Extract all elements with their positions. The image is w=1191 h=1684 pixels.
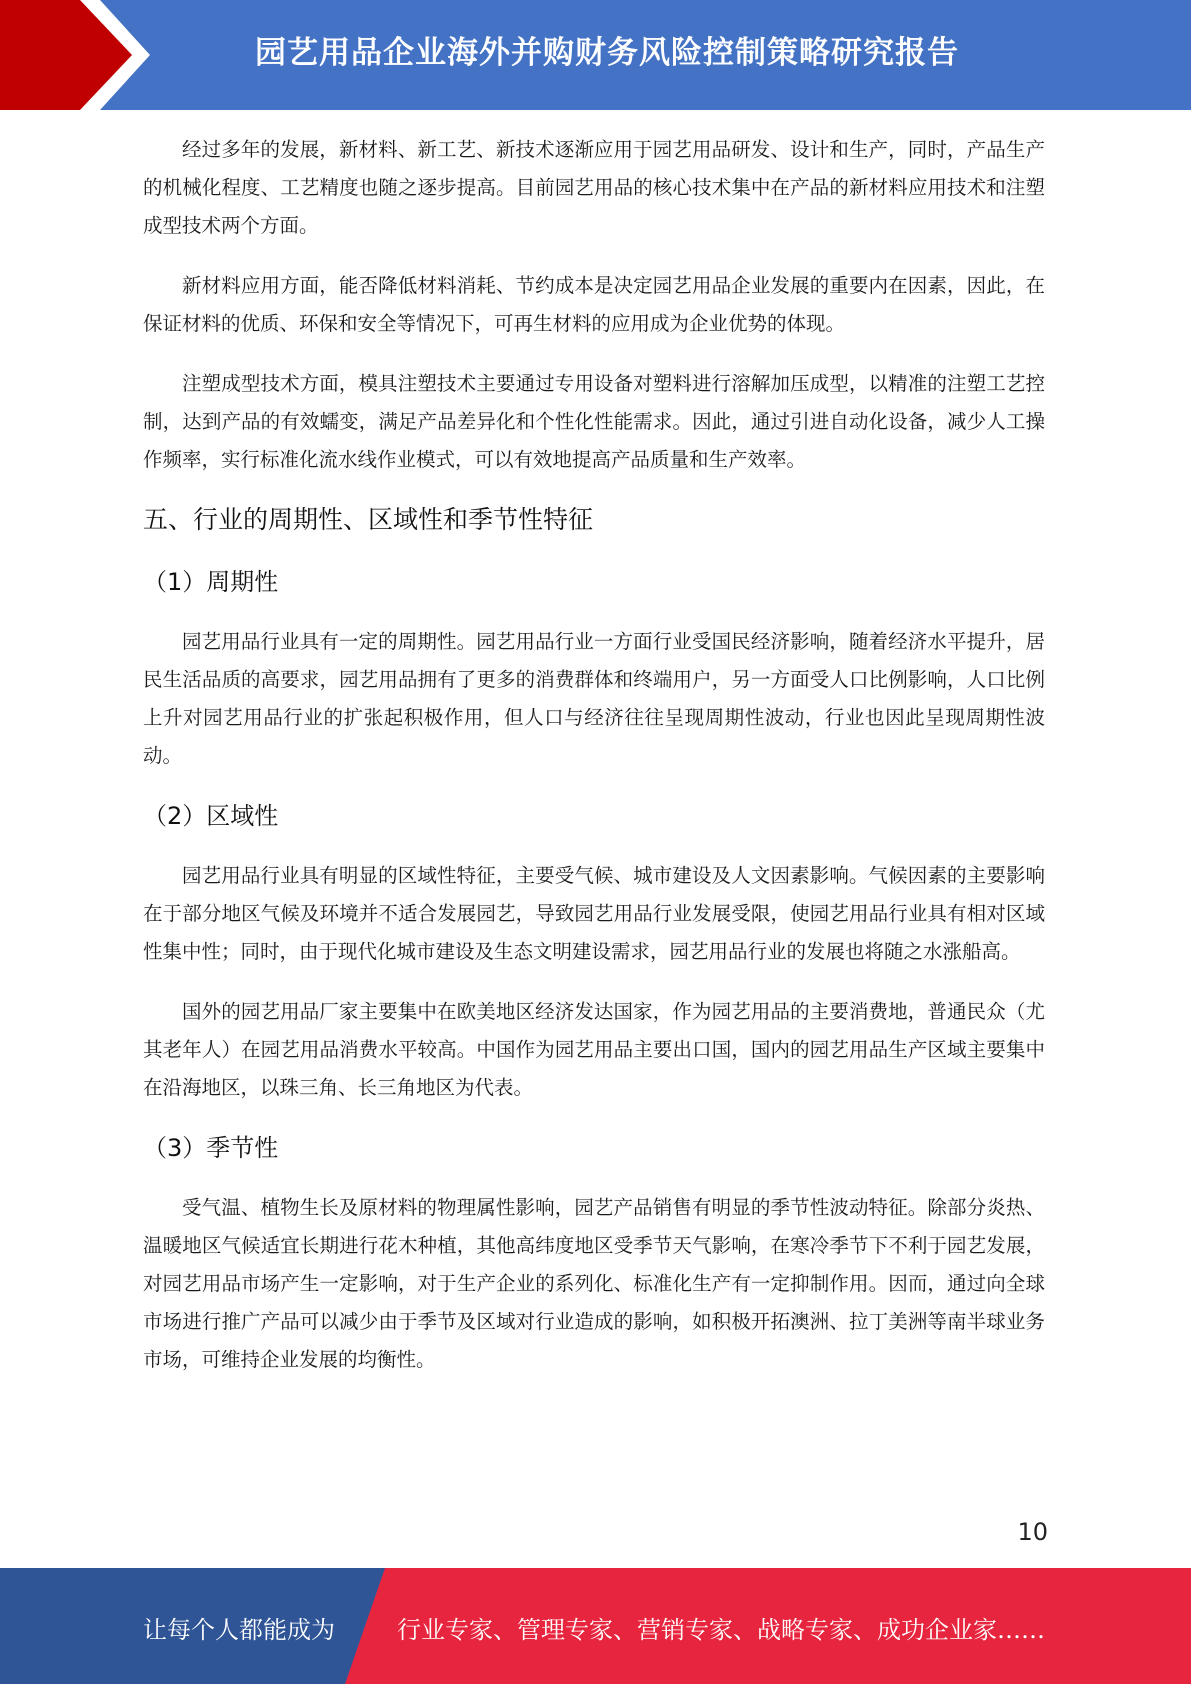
section-heading: 五、行业的周期性、区域性和季节性特征 bbox=[143, 505, 594, 534]
subsection-heading: （1）周期性 bbox=[143, 568, 279, 596]
document-body bbox=[143, 131, 1045, 1401]
subsection-heading: （3）季节性 bbox=[143, 1134, 279, 1162]
paragraph: 受气温、植物生长及原材料的物理属性影响，园艺产品销售有明显的季节性波动特征。除部分炎热、温暖地区气候适宜长期进行花木种植，其他高纬度地区受季节天气影响，在寒冷季节下不利于园艺发展，对园艺用品市场产生一定影响，对于生产企业的系列化、标准化生产有一定抑制作用。因而，通过向全球市场进行推广产品可以减少由于季节及区域对行业造成的影响，如积极开拓澳洲、拉丁美洲等南半球业务市场，可维持企业发展的均衡性。 bbox=[143, 1196, 1045, 1371]
paragraph: 国外的园艺用品厂家主要集中在欧美地区经济发达国家，作为园艺用品的主要消费地，普通民众（尤其老年人）在园艺用品消费水平较高。中国作为园艺用品主要出口国，国内的园艺用品生产区域主要集中在沿海地区，以珠三角、长三角地区为代表。 bbox=[143, 1000, 1045, 1099]
footer-banner bbox=[0, 1568, 1191, 1684]
footer-slogan-left: 让每个人都能成为 bbox=[143, 1616, 335, 1644]
paragraph: 经过多年的发展，新材料、新工艺、新技术逐渐应用于园艺用品研发、设计和生产，同时，产品生产的机械化程度、工艺精度也随之逐步提高。目前园艺用品的核心技术集中在产品的新材料应用技术和注塑成型技术两个方面。 bbox=[143, 138, 1045, 237]
footer-slogan-right: 行业专家、管理专家、营销专家、战略专家、成功企业家…… bbox=[397, 1616, 1045, 1644]
paragraph: 园艺用品行业具有明显的区域性特征，主要受气候、城市建设及人文因素影响。气候因素的主要影响在于部分地区气候及环境并不适合发展园艺，导致园艺用品行业发展受限，使园艺用品行业具有相对区域性集中性；同时，由于现代化城市建设及生态文明建设需求，园艺用品行业的发展也将随之水涨船高。 bbox=[143, 864, 1045, 963]
paragraph: 注塑成型技术方面，模具注塑技术主要通过专用设备对塑料进行溶解加压成型，以精准的注塑工艺控制，达到产品的有效蠕变，满足产品差异化和个性化性能需求。因此，通过引进自动化设备，减少人工操作频率，实行标准化流水线作业模式，可以有效地提高产品质量和生产效率。 bbox=[143, 372, 1045, 471]
paragraph: 园艺用品行业具有一定的周期性。园艺用品行业一方面行业受国民经济影响，随着经济水平提升，居民生活品质的高要求，园艺用品拥有了更多的消费群体和终端用户，另一方面受人口比例影响，人口比例上升对园艺用品行业的扩张起积极作用，但人口与经济往往呈现周期性波动，行业也因此呈现周期性波动。 bbox=[143, 630, 1045, 767]
page-number: 10 bbox=[1017, 1518, 1048, 1546]
header-banner bbox=[0, 0, 1191, 110]
subsection-heading: （2）区域性 bbox=[143, 802, 279, 830]
paragraph: 新材料应用方面，能否降低材料消耗、节约成本是决定园艺用品企业发展的重要内在因素，因此，在保证材料的优质、环保和安全等情况下，可再生材料的应用成为企业优势的体现。 bbox=[143, 274, 1045, 335]
report-title: 园艺用品企业海外并购财务风险控制策略研究报告 bbox=[255, 35, 959, 71]
